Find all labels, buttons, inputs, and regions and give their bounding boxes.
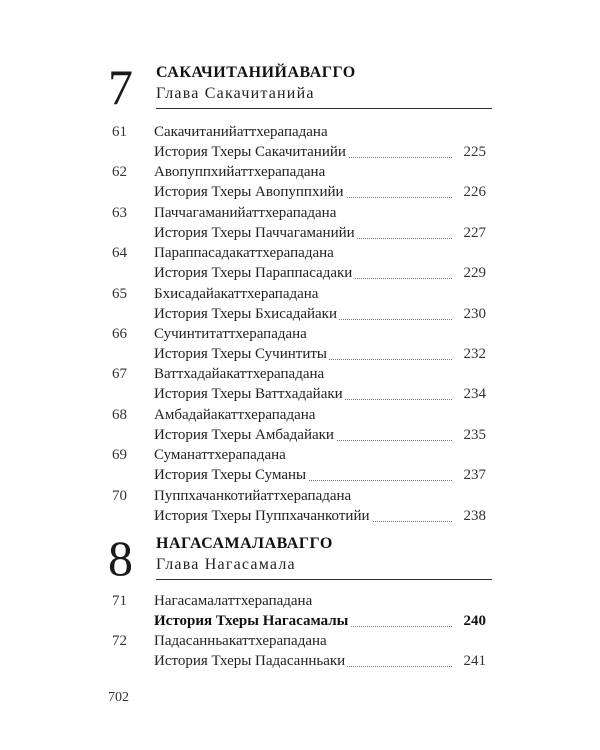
entry-story-title: История Тхеры Параппасадаки: [154, 265, 353, 282]
entry-story-title: История Тхеры Нагасамалы: [154, 613, 349, 629]
toc-entry[interactable]: [112, 593, 486, 633]
entry-number: 69: [112, 447, 127, 464]
entry-story-title: История Тхеры Амбадайаки: [154, 426, 334, 443]
toc-entry[interactable]: [112, 407, 486, 447]
toc-entry-list: [112, 593, 486, 674]
entry-pali-title: Авопуппхийаттхерападана: [154, 164, 326, 181]
entry-number: 66: [112, 325, 127, 342]
chapter-divider: [156, 108, 492, 109]
entry-story-title: История Тхеры Ваттхадайаки: [154, 386, 343, 403]
entry-story-title: История Тхеры Бхисадайаки: [154, 305, 337, 322]
entry-page-number: 238: [463, 507, 486, 524]
toc-entry[interactable]: [112, 447, 486, 487]
entry-number: 64: [112, 245, 127, 262]
entry-page-number: 240: [463, 613, 486, 629]
entry-pali-title: Пуппхачанкотийаттхерападана: [154, 487, 352, 504]
entry-pali-title: Бхисадайакаттхерападана: [154, 285, 319, 302]
toc-entry[interactable]: [112, 205, 486, 245]
entry-story-title: История Тхеры Пуппхачанкотийи: [154, 507, 370, 524]
entry-page-number: 226: [463, 184, 486, 201]
entry-number: 71: [112, 593, 127, 609]
entry-number: 70: [112, 487, 127, 504]
entry-number: 68: [112, 406, 127, 423]
entry-story-title: История Тхеры Сучинтиты: [154, 345, 327, 362]
entry-number: 72: [112, 633, 127, 650]
entry-story-title: История Тхеры Сакачитанийи: [154, 144, 346, 160]
entry-pali-title: Паччагаманийаттхерападана: [154, 204, 337, 221]
page-number: 702: [108, 690, 129, 705]
entry-story-title: История Тхеры Суманы: [154, 467, 307, 484]
entry-pali-title: Ваттхадайакаттхерападана: [154, 366, 325, 383]
chapter-subtitle: Глава Сакачитанийа: [156, 85, 315, 102]
entry-page-number: 225: [463, 144, 486, 160]
entry-pali-title: Падасанньакаттхерападана: [154, 633, 327, 650]
entry-pali-title: Нагасамалаттхерападана: [154, 593, 313, 609]
entry-number: 67: [112, 366, 127, 383]
toc-entry[interactable]: [112, 326, 486, 366]
chapter-title: НАГАСАМАЛАВАГГО: [156, 535, 333, 552]
chapter-subtitle: Глава Нагасамала: [156, 556, 296, 573]
entry-page-number: 234: [463, 386, 486, 403]
entry-pali-title: Сучинтитаттхерападана: [154, 325, 307, 342]
entry-page-number: 230: [463, 305, 486, 322]
toc-entry[interactable]: [112, 633, 486, 673]
toc-entry[interactable]: [112, 366, 486, 406]
entry-page-number: 232: [463, 345, 486, 362]
entry-page-number: 235: [463, 426, 486, 443]
entry-number: 63: [112, 204, 127, 221]
toc-entry[interactable]: [112, 286, 486, 326]
entry-number: 62: [112, 164, 127, 181]
entry-pali-title: Сакачитанийаттхерападана: [154, 124, 328, 140]
entry-page-number: 241: [463, 653, 486, 670]
entry-page-number: 237: [463, 467, 486, 484]
chapter-number: 7: [108, 59, 133, 115]
entry-pali-title: Амбадайакаттхерападана: [154, 406, 316, 423]
toc-entry[interactable]: [112, 124, 486, 164]
toc-entry[interactable]: [112, 488, 486, 528]
toc-entry[interactable]: [112, 245, 486, 285]
entry-pali-title: Суманаттхерападана: [154, 447, 286, 464]
entry-story-title: История Тхеры Паччагаманийи: [154, 224, 355, 241]
chapter-divider: [156, 579, 492, 580]
entry-pali-title: Параппасадакаттхерападана: [154, 245, 334, 262]
entry-page-number: 229: [463, 265, 486, 282]
entry-number: 65: [112, 285, 127, 302]
entry-number: 61: [112, 124, 127, 140]
chapter-number: 8: [108, 530, 133, 586]
entry-page-number: 227: [463, 224, 486, 241]
chapter-title: САКАЧИТАНИЙАВАГГО: [156, 64, 356, 81]
toc-entry-list: [112, 124, 486, 528]
entry-story-title: История Тхеры Падасанньаки: [154, 653, 346, 670]
toc-entry[interactable]: [112, 164, 486, 204]
entry-story-title: История Тхеры Авопуппхийи: [154, 184, 344, 201]
